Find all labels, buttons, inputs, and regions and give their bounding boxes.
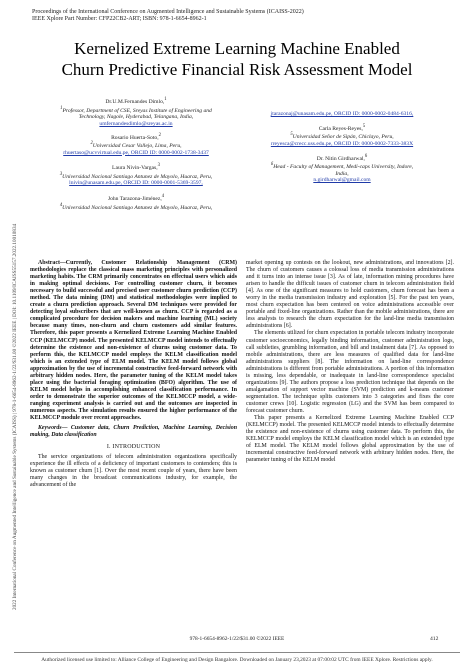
keywords: Keywords— Customer data, Churn Prediction, Machine Learning, Decision making, Data classification [30,425,237,439]
author-email-link[interactable]: n.girdharwal@gmail.com [313,177,371,184]
body-paragraph-3: This paper presents a Kernelized Extreme Learning Machine Enabled CCP (KELMCCP) model. The presented KELMCCP model intends to effectually determine the existence and non-existence of churns using customer data. To perform this, the KELMCCP model employs the KELM classification model which is an extended type of ELM model. The KELM model follows global approximation by the use of incremental constructive feed-forward network with arbitrary hidden nodes. Here, the parameter tuning of the KELM model [246,415,454,464]
author-affiliation: Technology, Nagole, Hyderabad, Telangana, India, [78,114,194,121]
conference-header [32,9,304,24]
author-affiliation: Universidad Cesar Vallejo, Lima, Peru, [92,142,182,149]
doi-sidebar-text: 2022 International Conference on Augmented Intelligence and Sustainable Systems (ICAISS) | 978-1-6654-8962-1/22/$31.00 ©2022 IEEE | DOI: 10.1109/ICAISS55157.2022.10010834 [12,223,18,610]
title-line-1: Kernelized Extreme Learning Machine Enabled [74,39,400,58]
author-email-link[interactable]: rhuertaso@ucvvirtual.edu.pe, ORCID ID: 0000-0002-1738-3437 [63,149,209,156]
author-email-link[interactable]: jtarazonaj@unasam.edu.pe, ORCID ID: 0000-0002-0484-6316, [270,111,414,117]
author-4-email [242,111,442,118]
author-affiliation: Universidad Nacional Santiago Antunez de Mayolo, Huaraz, Peru, [62,173,213,180]
author-name: Laura Nivin-Vargas, [112,165,158,172]
author-affiliation: India, [335,170,349,177]
author-affiliation: Head - Faculty of Management, Medi-caps University, Indore, [273,163,414,170]
xplore-part-number: IEEE Xplore Part Number: CFP22CB2-ART; ISBN: 978-1-6654-8962-1 [32,16,207,23]
author-name: Rosario Huerta-Soto, [111,134,159,141]
authors-left [36,97,236,211]
author-name: Dr. Nitin Girdharwal, [316,155,365,162]
author-affiliation: Professor, Department of CSE, Sreyas Institute of Engineering and [62,107,212,114]
author-5: Carla Reyes-Reyes,$^5$ $^5$Universidad Señor de Sipán, Chiclayo, Peru, rreyesca@crecc.uss.edu.pe, ORCID ID: 0000-0002-7333-383X [242,124,442,148]
author-3: Laura Nivin-Vargas,$^3$ $^3$Universidad Nacional Santiago Antunez de Mayolo, Huaraz, Peru, lnivin@unasam.edu.pe, ORCID ID: 0000-0001-5369-3597, [36,163,236,187]
body-paragraph-1: market opening up contests on the lookout, new administrations, and innovations [2]. The churn of customers causes a colossal loss of media transmission administrations and it turns into an intense issue [3]. As of late, information mining procedures have arisen to handle the difficult issues of customer churn in telecom administration field [4]. As one of the significant measures to hold customers, churn forecast has been a worry in the media transmission industry and exploration [5]. For the past ten years, most churn expectation has been centered on voice administrations accessible over portable and fixed-line organizations. Rather than the mobile administrations, there are less analysts to research the churn expectation for the land-line media transmission administrations [6]. [246,260,454,330]
abstract: Abstract—Currently, Customer Relationship Management (CRM) methodologies replace the classical mass marketing principles with personalized marketing habits. The CRM primarily concentrates on effectual users which aids in making optimal decisions. For controlling customer churn, it becomes necessary to build successful and precised user customer churn prediction (CCP) method. The data mining (DM) and statistical methodologies were implied to create a churn prediction approach. Several DM techniques were provided for detecting loyal subscribers that are well-known as churn. CCP is regarded as a complicated procedure for decision makers and machine learning (ML) society because many times, non-churn and churn customers add similar features. Therefore, this paper presents a Kernelized Extreme Learning Machine Enabled CCP (KELMCCP) model. The presented KELMCCP model intends to effectually determine the existence and non-existence of churns using customer data. To perform this, the KELMCCP model employs the KELM classification model which is an extended type of ELM model. The KELM model follows global approximation by the use of incremental constructive feed-forward network with arbitrary hidden nodes. Here, the parameter tuning of the KELM model takes place using the bacterial foraging optimization (BFO) algorithm. The use of KELM model helps in accomplishing enhanced classification performance. In order to demonstrate the superior outcomes of the KELMCCP model, a wide-ranging experiment analysis is carried out and the outcomes are inspected in numerous aspects. The simulation results ensured the higher performance of the KELMCCP module over recent approaches. [30,260,237,422]
body-paragraph-2: The elements utilized for churn expectation in portable telecom industry incorporate customer socioeconomics, legally binding information, customer administration logs, call subtleties, grumbling information, and bill and instalment data [7]. As opposed to mobile administrations, there are less measures of qualified data for land-line administrations suppliers [8]. The information on land-line correspondence administrations is different from portable administrations. A portion of this information is missing, less dependable, or inadequate in land-line correspondence specialist organizations [9]. The authors propose a loss prediction technique that depends on the amalgamation of support vector machine (SVM) prediction and k-means customer segmentation. The technique splits customers into 3 categories and fixes the core customer crews [10]. Logistic regression (LG) and the SVM has been compared to forecast customer churn. [246,330,454,414]
section-heading-introduction: I. INTRODUCTION [106,444,161,451]
author-name: Carla Reyes-Reyes, [318,125,363,132]
author-email-link[interactable]: umfernandesdimlo@sreyas.ac.in [99,120,173,127]
author-email-link[interactable]: lnivin@unasam.edu.pe, ORCID ID: 0000-0001-5369-3597, [69,180,203,187]
authors-right [242,111,442,184]
license-notice: Authorized licensed use limited to: Alliance College of Engineering and Design Bangalore. Downloaded on January 23,2023 at 07:00:02 UTC from IEEE Xplore. Restrictions apply. [41,657,433,663]
conference-name: Proceedings of the International Conference on Augmented Intelligence and Sustainable Systems (ICAISS-2022) [32,9,304,15]
author-4: John Tarazona-Jiménez,$^4$ $^4$Universidad Nacional Santiago Antunez de Mayolo, Huaraz, Peru, [59,194,213,211]
author-affiliation: Universidad Señor de Sipán, Chiclayo, Peru, [292,134,394,141]
left-column [30,260,237,489]
author-name: John Tarazona-Jiménez, [107,196,162,203]
author-1: Dr.U.M.Fernandes Dimlo,$^1$ $^1$Professor, Department of CSE, Sreyas Institute of Engineering and Technology, Nagole, Hyderabad, Telangana, India, umfernandesdimlo@sreyas.ac.in [36,97,236,128]
paper-title [0,38,474,80]
author-affiliation: Universidad Nacional Santiago Antunez de Mayolo, Huaraz, Peru, [62,204,213,211]
author-email-link[interactable]: rreyesca@crecc.uss.edu.pe, ORCID ID: 0000-0002-7333-383X [270,140,414,147]
author-6: Dr. Nitin Girdharwal,$^6$ $^6$Head - Faculty of Management, Medi-caps University, Indore, India, n.girdharwal@gmail.com [242,154,442,185]
author-name: Dr.U.M.Fernandes Dimlo, [105,98,165,105]
footer-divider [14,652,460,653]
intro-paragraph: The service organizations of telecom administration organizations specifically experience the ill effects of a deficiency of important customers to contenders; this is known as customer churn [1]. Over the most recent couple of years, there have been many changes in the broadcast communications industry, for example, the advancement of the [30,454,237,489]
isbn-footer: 978-1-6654-8962-1/22/$31.00 ©2022 IEEE [189,636,285,642]
page-number: 412 [430,636,439,642]
author-2: Rosario Huerta-Soto,$^2$ $^2$Universidad Cesar Vallejo, Lima, Peru, rhuertaso@ucvvirtual.edu.pe, ORCID ID: 0000-0002-1738-3437 [36,133,236,157]
doi-sidebar [4,150,18,610]
title-line-2: Churn Predictive Financial Risk Assessment Model [61,60,413,79]
right-column [246,260,454,464]
